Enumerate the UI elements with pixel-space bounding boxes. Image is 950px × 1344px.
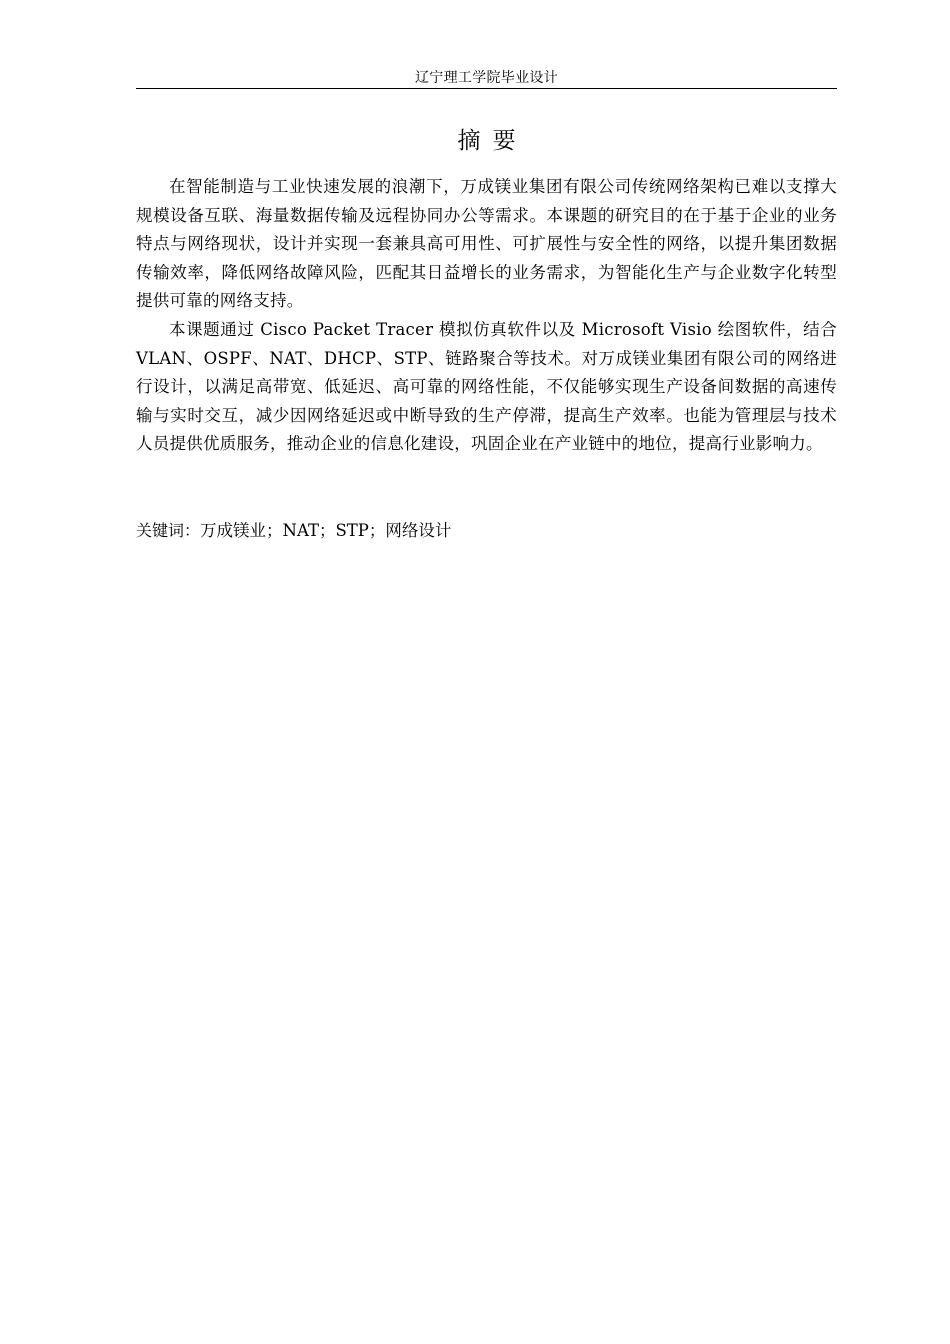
abstract-paragraph-2: 本课题通过 Cisco Packet Tracer 模拟仿真软件以及 Microsoft Visio 绘图软件，结合 VLAN、OSPF、NAT、DHCP、STP、链路聚合等技术。对万成镁业集团有限公司的网络进行设计，以满足高带宽、低延迟、高可靠的网络性能，不仅能够实现生产设备间数据的高速传输与实时交互，减少因网络延迟或中断导致的生产停滞，提高生产效率。也能为管理层与技术人员提供优质服务，推动企业的信息化建设，巩固企业在产业链中的地位，提高行业影响力。 [136,319,837,454]
keywords-line [136,517,837,545]
page-header: 辽宁理工学院毕业设计 [415,70,558,86]
header-rule [136,88,837,89]
keywords-value: 万成镁业；NAT；STP；网络设计 [200,521,452,540]
abstract-paragraph-1: 在智能制造与工业快速发展的浪潮下，万成镁业集团有限公司传统网络架构已难以支撑大规模设备互联、海量数据传输及远程协同办公等需求。本课题的研究目的在于基于企业的业务特点与网络现状，设计并实现一套兼具高可用性、可扩展性与安全性的网络，以提升集团数据传输效率，降低网络故障风险，匹配其日益增长的业务需求，为智能化生产与企业数字化转型提供可靠的网络支持。 [136,177,837,311]
abstract-title: 摘要 [457,128,528,154]
abstract-body [136,173,837,459]
keywords-label: 关键词： [136,521,201,540]
